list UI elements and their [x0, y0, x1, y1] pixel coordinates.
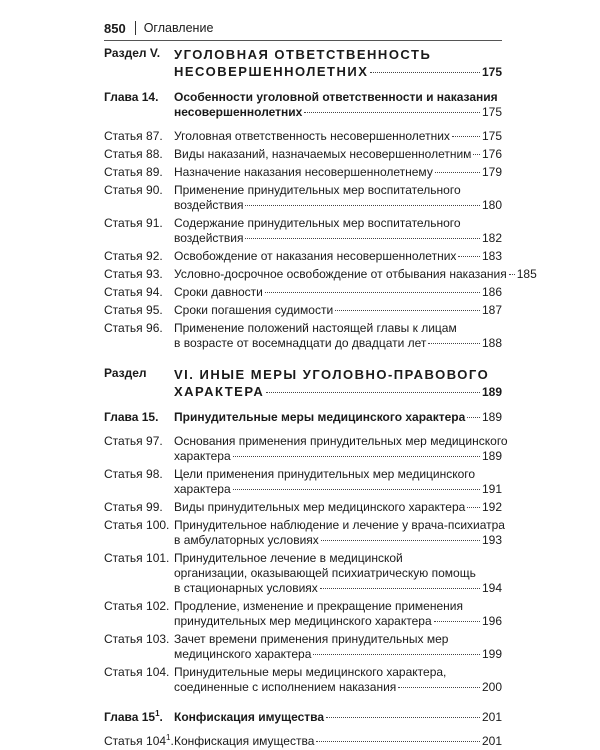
entry-label	[104, 434, 174, 464]
entry-label	[104, 632, 174, 662]
entry-title-line	[174, 482, 502, 497]
entry-title	[174, 551, 502, 596]
entry-title-line	[174, 183, 502, 198]
entry-page-number: 189	[481, 385, 502, 399]
entry-label	[104, 183, 174, 213]
dot-leader	[320, 588, 480, 589]
dot-leader	[370, 72, 480, 73]
entry-label-text: Статья 101.	[104, 551, 170, 565]
dot-leader	[266, 392, 480, 393]
dot-leader	[509, 274, 515, 275]
entry-title-text: Продление, изменение и прекращение применения	[174, 599, 463, 613]
entry-label	[104, 147, 174, 162]
entry-title-line	[174, 366, 502, 383]
dot-leader	[304, 112, 480, 113]
toc-article-entry	[104, 129, 502, 144]
entry-title-line	[174, 336, 502, 351]
entry-title-text: в стационарных условиях	[174, 581, 318, 595]
toc-chapter-entry	[104, 90, 502, 120]
running-title: Оглавление	[143, 21, 214, 35]
entry-label-text: Статья 87.	[104, 129, 163, 143]
entry-page-number: 189	[481, 410, 502, 424]
dot-leader	[398, 687, 480, 688]
dot-leader	[245, 238, 480, 239]
entry-page-number: 187	[481, 303, 502, 317]
entry-label-text: Статья 100.	[104, 518, 170, 532]
toc-article-entry	[104, 303, 502, 318]
dot-leader	[316, 741, 480, 742]
entry-title-line	[174, 632, 502, 647]
entry-label	[104, 90, 174, 120]
entry-title-text: Принудительное наблюдение и лечение у врача-психиатра	[174, 518, 505, 532]
entry-title-line	[174, 165, 502, 180]
entry-label	[104, 366, 174, 401]
entry-title-text: Особенности уголовной ответственности и наказания	[174, 90, 498, 104]
entry-title-line	[174, 267, 537, 282]
entry-label-superscript: 1	[155, 709, 160, 718]
table-of-contents	[104, 46, 537, 749]
entry-title-text: Освобождение от наказания несовершеннолетних	[174, 249, 457, 263]
page-number: 850	[104, 20, 126, 36]
toc-article-entry	[104, 551, 502, 596]
entry-title-text: в возрасте от восемнадцати до двадцати лет	[174, 336, 427, 350]
entry-page-number: 188	[481, 336, 502, 350]
entry-title-text: Уголовная ответственность несовершеннолетних	[174, 129, 450, 143]
toc-article-entry	[104, 500, 502, 515]
entry-label	[104, 500, 174, 515]
entry-title	[174, 410, 502, 425]
entry-title-text: Зачет времени применения принудительных мер	[174, 632, 449, 646]
entry-label-text: Статья 98.	[104, 467, 163, 481]
entry-label-text: Глава 15	[104, 710, 156, 724]
entry-page-number: 185	[516, 267, 537, 281]
entry-page-number: 189	[481, 449, 502, 463]
dot-leader	[233, 489, 480, 490]
entry-title-text: Условно-досрочное освобождение от отбывания наказания	[174, 267, 507, 281]
entry-title	[174, 249, 502, 264]
entry-title	[174, 467, 502, 497]
entry-label	[104, 321, 174, 351]
entry-title-text: организации, оказывающей психиатрическую помощь	[174, 566, 476, 580]
entry-title-line	[174, 434, 508, 449]
header-rule	[104, 40, 502, 41]
entry-title	[174, 285, 502, 300]
entry-title-line	[174, 231, 502, 246]
toc-article-entry	[104, 216, 502, 246]
entry-title	[174, 303, 502, 318]
entry-title-text: в амбулаторных условиях	[174, 533, 319, 547]
entry-label	[104, 165, 174, 180]
entry-label	[104, 285, 174, 300]
entry-title-text: Назначение наказания несовершеннолетнему	[174, 165, 433, 179]
dot-leader	[428, 343, 480, 344]
dot-leader	[434, 621, 480, 622]
entry-label	[104, 599, 174, 629]
entry-title-line	[174, 105, 502, 120]
entry-title	[174, 518, 505, 548]
entry-label	[104, 249, 174, 264]
dot-leader	[313, 654, 480, 655]
entry-label-text: Статья 96.	[104, 321, 163, 335]
entry-title-line	[174, 647, 502, 662]
entry-title	[174, 129, 502, 144]
entry-label-text: Статья 92.	[104, 249, 163, 263]
entry-title-text: Виды принудительных мер медицинского характера	[174, 500, 466, 514]
entry-title-line	[174, 551, 502, 566]
entry-label-text: Статья 104.	[104, 665, 170, 679]
toc-article-entry	[104, 434, 508, 464]
entry-label-suffix: .	[170, 734, 174, 748]
toc-section-entry	[104, 46, 502, 81]
entry-title-line	[174, 665, 502, 680]
entry-title	[174, 165, 502, 180]
toc-article-entry	[104, 183, 502, 213]
page-header	[104, 18, 502, 38]
entry-title	[174, 267, 537, 282]
entry-label-text: Статья 91.	[104, 216, 163, 230]
entry-title-text: Сроки давности	[174, 285, 263, 299]
entry-label-text: Статья 97.	[104, 434, 163, 448]
entry-label	[104, 303, 174, 318]
toc-article-entry	[104, 599, 502, 629]
entry-title-text: Сроки погашения судимости	[174, 303, 334, 317]
entry-label-text: Статья 102.	[104, 599, 170, 613]
entry-title-line	[174, 285, 502, 300]
entry-label-text: Глава 14.	[104, 90, 159, 104]
entry-label-text: Статья 95.	[104, 303, 163, 317]
dot-leader	[467, 417, 480, 418]
entry-title-line	[174, 599, 502, 614]
entry-title	[174, 46, 502, 81]
toc-article-entry	[104, 147, 502, 162]
entry-title	[174, 366, 502, 401]
entry-title-line	[174, 518, 505, 533]
entry-page-number: 200	[481, 680, 502, 694]
entry-page-number: 175	[481, 105, 502, 119]
entry-title-text: характера	[174, 482, 231, 496]
entry-title	[174, 147, 502, 162]
entry-page-number: 175	[481, 129, 502, 143]
entry-title-text: Конфискация имущества	[174, 734, 315, 748]
dot-leader	[233, 456, 480, 457]
entry-title-line	[174, 129, 502, 144]
entry-title-line	[174, 249, 502, 264]
entry-label	[104, 467, 174, 497]
entry-title-line	[174, 566, 502, 581]
entry-label	[104, 518, 174, 548]
entry-page-number: 192	[481, 500, 502, 514]
entry-title-text: Цели применения принудительных мер медицинского	[174, 467, 476, 481]
entry-page-number: 194	[481, 581, 502, 595]
toc-article-entry	[104, 467, 502, 497]
entry-title-line	[174, 90, 502, 105]
entry-label-text: Глава 15.	[104, 410, 159, 424]
dot-leader	[245, 205, 480, 206]
entry-title-text: воздействия	[174, 198, 244, 212]
entry-label	[104, 710, 174, 725]
entry-title-line	[174, 216, 502, 231]
entry-label	[104, 216, 174, 246]
entry-title-line	[174, 467, 502, 482]
entry-title-line	[174, 680, 502, 695]
dot-leader	[326, 717, 480, 718]
entry-title	[174, 734, 502, 749]
entry-label-text: Статья 104	[104, 734, 167, 748]
dot-leader	[458, 256, 480, 257]
entry-page-number: 179	[481, 165, 502, 179]
toc-section-entry	[104, 366, 502, 401]
entry-label-text: Раздел V.	[104, 46, 161, 60]
entry-label-text: Статья 90.	[104, 183, 163, 197]
entry-page-number: 180	[481, 198, 502, 212]
entry-label	[104, 267, 174, 282]
entry-label-text: Статья 89.	[104, 165, 163, 179]
entry-title-line	[174, 614, 502, 629]
entry-title-text: Применение положений настоящей главы к лицам	[174, 321, 457, 335]
entry-title-text: соединенные с исполнением наказания	[174, 680, 397, 694]
entry-title-line	[174, 449, 502, 464]
entry-title-text: Виды наказаний, назначаемых несовершеннолетним	[174, 147, 472, 161]
entry-title-text: несовершеннолетних	[174, 105, 303, 119]
dot-leader	[335, 310, 480, 311]
entry-title-text: Применение принудительных мер воспитательного	[174, 183, 461, 197]
toc-article-entry	[104, 165, 502, 180]
toc-article-entry	[104, 665, 502, 695]
entry-title	[174, 434, 508, 464]
entry-label-text: Статья 99.	[104, 500, 163, 514]
toc-article-entry	[104, 632, 502, 662]
entry-title-text: УГОЛОВНАЯ ОТВЕТСТВЕННОСТЬ	[174, 47, 432, 62]
toc-article-entry	[104, 734, 502, 749]
entry-page-number: 193	[481, 533, 502, 547]
dot-leader	[435, 172, 480, 173]
entry-title-line	[174, 383, 502, 401]
entry-title-text: медицинского характера	[174, 647, 312, 661]
entry-title-line	[174, 710, 502, 725]
entry-title-text: принудительных мер медицинского характера	[174, 614, 432, 628]
entry-label-text: Статья 94.	[104, 285, 163, 299]
entry-page-number: 176	[481, 147, 502, 161]
entry-title	[174, 632, 502, 662]
entry-title-text: Основания применения принудительных мер медицинского	[174, 434, 508, 448]
entry-page-number: 199	[481, 647, 502, 661]
entry-title-line	[174, 321, 502, 336]
toc-article-entry	[104, 518, 505, 548]
entry-title-line	[174, 303, 502, 318]
toc-article-entry	[104, 249, 502, 264]
toc-article-entry	[104, 285, 502, 300]
entry-title-line	[174, 410, 502, 425]
entry-title	[174, 710, 502, 725]
entry-title-line	[174, 500, 502, 515]
header-separator	[135, 21, 136, 35]
entry-label-suffix: .	[159, 710, 163, 724]
dot-leader	[265, 292, 480, 293]
entry-page-number: 175	[481, 65, 502, 79]
entry-label-text: Статья 93.	[104, 267, 163, 281]
entry-title-line	[174, 581, 502, 596]
entry-label-text: Статья 103.	[104, 632, 170, 646]
entry-title-text: Содержание принудительных мер воспитательного	[174, 216, 461, 230]
entry-label	[104, 551, 174, 596]
entry-label	[104, 410, 174, 425]
entry-title	[174, 183, 502, 213]
entry-page-number: 182	[481, 231, 502, 245]
entry-page-number: 186	[481, 285, 502, 299]
entry-title-line	[174, 63, 502, 81]
toc-article-entry	[104, 267, 537, 282]
entry-label	[104, 46, 174, 81]
toc-chapter-entry	[104, 410, 502, 425]
entry-title	[174, 216, 502, 246]
entry-title-text: Конфискация имущества	[174, 710, 325, 724]
dot-leader	[467, 507, 480, 508]
entry-title-line	[174, 46, 502, 63]
entry-label-text: Статья 88.	[104, 147, 163, 161]
entry-label	[104, 734, 174, 749]
toc-chapter-entry	[104, 710, 502, 725]
entry-title-text: НЕСОВЕРШЕННОЛЕТНИХ	[174, 64, 369, 79]
entry-title	[174, 599, 502, 629]
dot-leader	[321, 540, 480, 541]
entry-page-number: 183	[481, 249, 502, 263]
entry-title-text: характера	[174, 449, 231, 463]
entry-label	[104, 129, 174, 144]
entry-title-line	[174, 533, 502, 548]
entry-title	[174, 665, 502, 695]
entry-label-text: Раздел	[104, 366, 147, 380]
entry-title-text: VI. ИНЫЕ МЕРЫ УГОЛОВНО-ПРАВОВОГО	[174, 367, 490, 382]
entry-title-text: Принудительные меры медицинского характера,	[174, 665, 447, 679]
entry-page-number: 201	[481, 710, 502, 724]
entry-page-number: 201	[481, 734, 502, 748]
entry-page-number: 196	[481, 614, 502, 628]
entry-title	[174, 500, 502, 515]
entry-title	[174, 321, 502, 351]
entry-title-text: Принудительные меры медицинского характера	[174, 410, 466, 424]
toc-article-entry	[104, 321, 502, 351]
entry-title-text: Принудительное лечение в медицинской	[174, 551, 403, 565]
entry-label-superscript: 1	[166, 733, 171, 742]
entry-title-line	[174, 198, 502, 213]
entry-page-number: 191	[481, 482, 502, 496]
dot-leader	[452, 136, 480, 137]
entry-label	[104, 665, 174, 695]
entry-title-text: ХАРАКТЕРА	[174, 384, 265, 399]
entry-title-line	[174, 147, 502, 162]
entry-title-text: воздействия	[174, 231, 244, 245]
dot-leader	[473, 154, 480, 155]
entry-title	[174, 90, 502, 120]
entry-title-line	[174, 734, 502, 749]
